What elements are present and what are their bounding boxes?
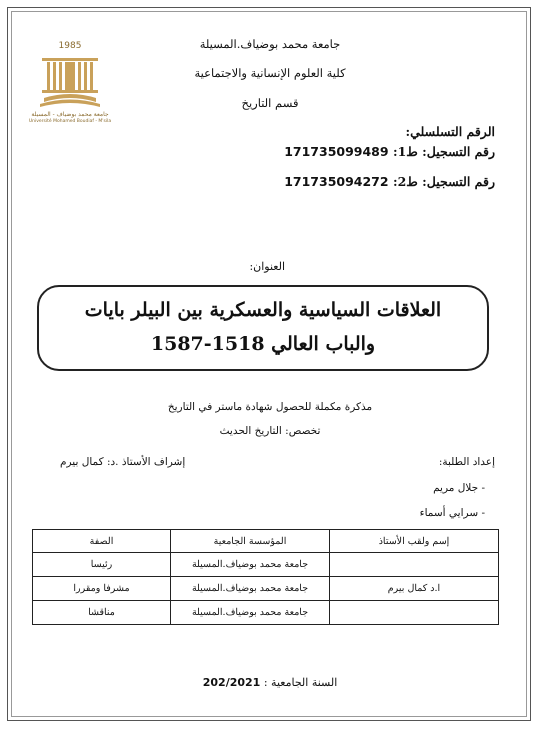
thesis-type: مذكرة مكملة للحصول شهادة ماستر في التاريخ: [167, 401, 373, 413]
logo-year: 1985: [58, 41, 82, 51]
logo-caption-fr: Université Mohamed Boudiaf - M'sila: [28, 119, 112, 124]
thesis-specialty: تخصص: التاريخ الحديث: [219, 425, 321, 437]
registration-label-2: رقم التسجيل: ط2:: [392, 174, 495, 189]
registration-line-2: [284, 174, 495, 189]
committee-cell-institution: جامعة محمد بوضياف.المسيلة: [171, 601, 330, 625]
academic-year: [140, 676, 400, 689]
academic-year-value: 202/2021: [202, 676, 261, 689]
department-name: قسم التاريخ: [241, 96, 299, 110]
faculty-name: كلية العلوم الإنسانية والاجتماعية: [194, 66, 346, 80]
title-label: العنوان:: [249, 260, 285, 273]
logo-caption-ar: جامعة محمد بوضياف - المسيلة: [31, 111, 109, 118]
committee-table: [32, 529, 499, 625]
academic-year-label: السنة الجامعية :: [263, 676, 338, 689]
committee-cell-name: [330, 601, 499, 625]
thesis-title-box: [37, 285, 489, 371]
registration-number-1: 171735099489: [284, 144, 389, 159]
committee-cell-role: مشرفا ومقررا: [33, 577, 171, 601]
university-name: جامعة محمد بوضياف.المسيلة: [199, 37, 341, 51]
registration-number-2: 171735094272: [284, 174, 389, 189]
committee-header-row: [33, 530, 499, 553]
committee-header-role: الصفة: [33, 530, 171, 553]
committee-cell-name: ا.د كمال بيرم: [330, 577, 499, 601]
committee-header-institution: المؤسسة الجامعية: [171, 530, 330, 553]
committee-cell-institution: جامعة محمد بوضياف.المسيلة: [171, 577, 330, 601]
student-name-2: - سرايي أسماء: [419, 507, 485, 519]
committee-cell-role: رئيسا: [33, 553, 171, 577]
registration-line-1: [284, 144, 495, 159]
committee-cell-institution: جامعة محمد بوضياف.المسيلة: [171, 553, 330, 577]
committee-cell-name: [330, 553, 499, 577]
committee-cell-role: مناقشا: [33, 601, 171, 625]
students-label: إعداد الطلبة:: [438, 456, 495, 468]
registration-label-1: رقم التسجيل: ط1:: [392, 144, 495, 159]
supervisor: إشراف الأستاذ .د: كمال بيرم: [60, 456, 186, 468]
table-row: [33, 601, 499, 625]
student-name-1: - جلال مريم: [433, 482, 485, 494]
table-row: [33, 553, 499, 577]
thesis-title-line-2: والباب العالي 1518-1587: [150, 333, 376, 355]
committee-header-name: إسم ولقب الأستاذ: [330, 530, 499, 553]
serial-number-label: الرقم التسلسلي:: [405, 124, 495, 139]
thesis-title-line-1: العلاقات السياسية والعسكرية بين البيلر بايات: [84, 299, 442, 321]
table-row: [33, 577, 499, 601]
